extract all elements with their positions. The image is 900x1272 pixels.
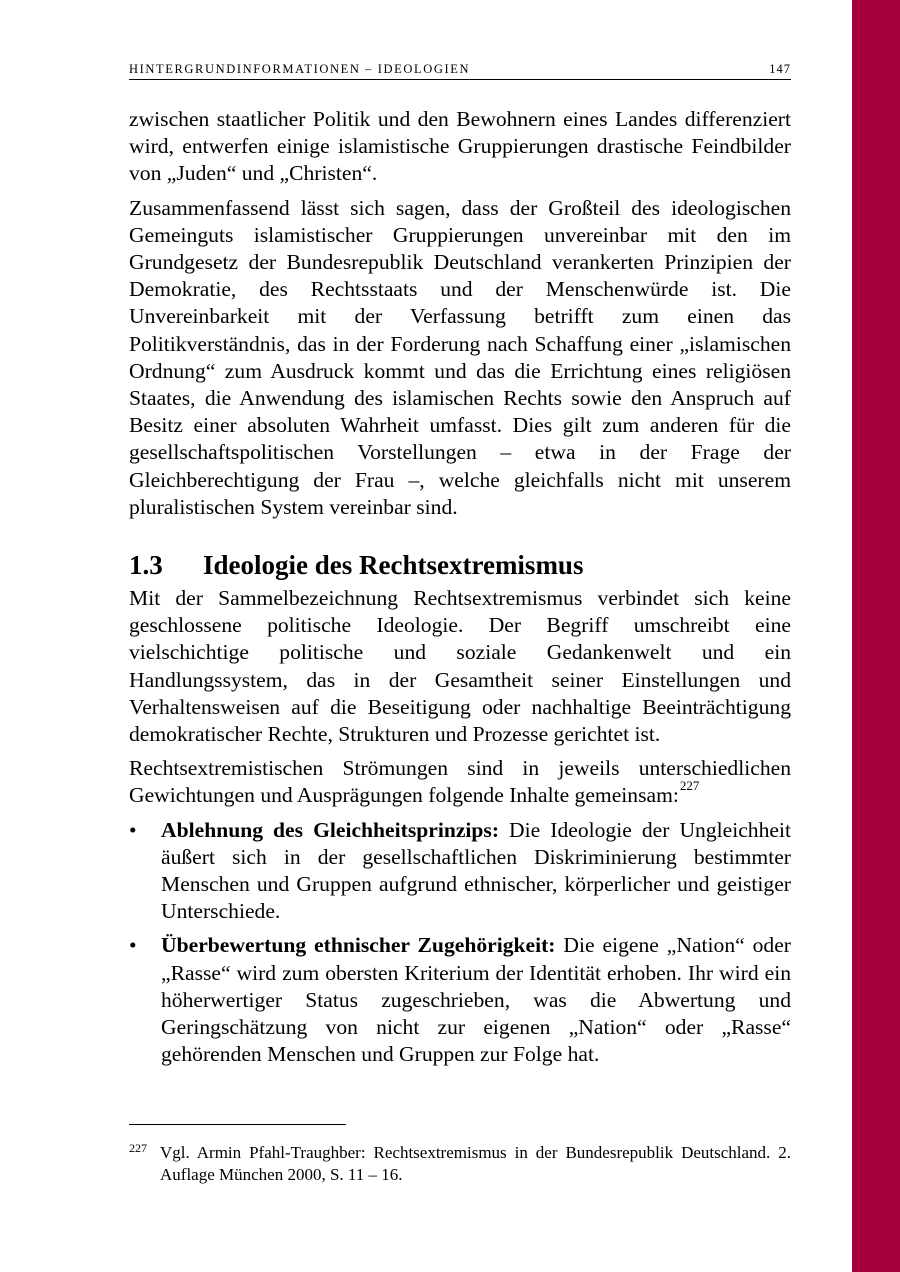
footnote-text: Vgl. Armin Pfahl-Traughber: Rechtsextremismus in der Bundesrepublik Deutschland. 2. Auflage München 2000, S. 11 – 16. (160, 1143, 791, 1184)
footnote (129, 1142, 791, 1186)
section-number: 1.3 (129, 550, 163, 581)
section-heading (129, 549, 791, 581)
paragraph-intro-list-text: Rechtsextremistischen Strömungen sind in jeweils unterschiedlichen Gewichtungen und Ausprägungen folgende Inhalte gemeinsam: (129, 756, 791, 808)
bullet-list (129, 817, 791, 1069)
list-item-term: Überbewertung ethnischer Zugehörigkeit: (161, 933, 556, 958)
list-item-body (161, 932, 791, 1068)
bullet-icon: • (129, 933, 137, 958)
list-item-text: Die eigene „Nation“ oder „Rasse“ wird zum obersten Kriterium der Identität erhoben. Ihr wird ein höherwertiger Status zugeschrieben, was die Abwertung und Geringschätzung von nicht zur eigenen „Nation“ oder „Rasse“ gehörenden Menschen und Gruppen zur Folge hat. (161, 933, 791, 1067)
list-item (129, 932, 791, 1068)
list-item-text: Die Ideologie der Ungleichheit äußert sich in der gesellschaftlichen Diskriminierung bestimmter Menschen und Gruppen aufgrund ethnischer, körperlicher und geistiger Unterschiede. (161, 817, 791, 924)
footnote-divider (129, 1124, 346, 1125)
paragraph-summary: Zusammenfassend lässt sich sagen, dass der Großteil des ideologischen Gemeinguts islamistischer Gruppierungen unvereinbar mit den im Grundgesetz der Bundesrepublik Deutschland verankerten Prinzipien der Demokratie, des Rechtsstaats und der Menschenwürde ist. Die Unvereinbarkeit mit der Verfassung betrifft zum einen das Politikverständnis, das in der Forderung nach Schaffung einer „islamischen Ordnung“ zum Ausdruck kommt und das die Errichtung eines religiösen Staates, die Anwendung des islamischen Rechts sowie den Anspruch auf Besitz einer absoluten Wahrheit umfasst. Dies gilt zum anderen für die gesellschaftspolitischen Vorstellungen – etwa in der Frage der Gleichberechtigung der Frau –, welche gleichfalls nicht mit unserem pluralistischen System vereinbar sind. (129, 195, 791, 519)
page-number: 147 (769, 62, 791, 76)
list-item-body (161, 817, 791, 926)
running-title: HINTERGRUNDINFORMATIONEN – IDEOLOGIEN (129, 62, 471, 76)
bullet-icon: • (129, 817, 137, 842)
list-item (129, 817, 791, 926)
paragraph-intro-list (129, 755, 791, 809)
paragraph-definition: Mit der Sammelbezeichnung Rechtsextremismus verbindet sich keine geschlossene politische Ideologie. Der Begriff umschreibt eine vielschichtige politische und soziale Gedankenwelt und ein Handlungssystem, das in der Gesamtheit seiner Einstellungen und Verhaltensweisen auf die Beseitigung oder nachhaltige Beeinträchtigung demokratischer Rechte, Strukturen und Prozesse gerichtet ist. (129, 586, 791, 747)
accent-side-bar (852, 0, 900, 1272)
footnote-reference[interactable]: 227 (679, 778, 700, 794)
footnote-number: 227 (129, 1141, 147, 1155)
paragraph-continuation: zwischen staatlicher Politik und den Bewohnern eines Landes differenziert wird, entwerfen einige islamistische Gruppierungen drastische Feindbilder von „Juden“ und „Christen“. (129, 107, 791, 186)
list-item-term: Ablehnung des Gleichheitsprinzips: (161, 817, 500, 842)
section-title: Ideologie des Rechtsextremismus (203, 550, 584, 581)
page-body (129, 106, 791, 1076)
running-header (129, 62, 791, 80)
